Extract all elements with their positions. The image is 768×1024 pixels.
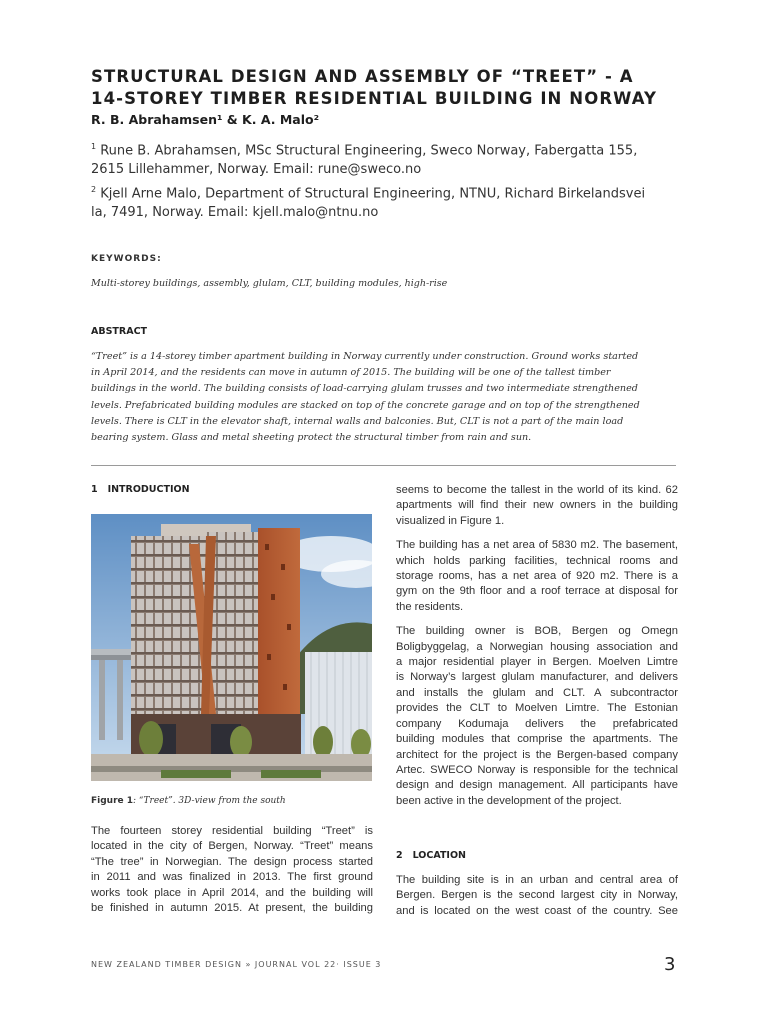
abstract-heading: ABSTRACT	[91, 326, 148, 337]
affiliation-2-line-2: la, 7491, Norway. Email: kjell.malo@ntnu.no	[91, 205, 379, 221]
text-line: “The tree” in Norwegian. The design process started	[91, 855, 373, 868]
abstract-line: “Treet” is a 14-storey timber apartment building in Norway currently under construction. Ground works started	[91, 351, 639, 362]
text-line: works took place in April 2014, and the building will	[91, 886, 373, 899]
abstract-line: levels. Prefabricated building modules are stacked on top of the concrete garage and on top of the strengthened	[91, 399, 640, 411]
text-line: visualized in Figure 1.	[396, 514, 505, 527]
text-line: which holds parking facilities, technical rooms and	[396, 554, 678, 567]
section-number: 1	[91, 484, 98, 495]
text-line: The fourteen storey residential building “Treet” is	[91, 825, 373, 837]
section-heading-introduction	[91, 484, 190, 495]
figure-building-render	[91, 514, 372, 781]
page-number: 3	[664, 954, 676, 975]
text-line: Bergen. Bergen is the second largest city in Norway,	[396, 889, 678, 902]
section-heading-location	[396, 850, 466, 861]
text-line: and is located on the west coast of the country. See	[396, 904, 678, 917]
text-line: architect for the project is the Bergen-based company	[396, 748, 678, 761]
text-line: The building has a net area of 5830 m2. The basement,	[396, 539, 678, 552]
location-text	[396, 873, 678, 928]
keywords-text: Multi-storey buildings, assembly, glulam, CLT, building modules, high-rise	[91, 278, 448, 289]
abstract-line: levels. There is CLT in the elevator shaft, internal walls and balconies. But, CLT is not a part of the main load	[91, 415, 624, 427]
title-line-1: STRUCTURAL DESIGN AND ASSEMBLY OF “TREET” - A	[91, 67, 634, 86]
text-line: building modules that comprise the apartments. The	[396, 733, 678, 746]
text-line: is Norway’s largest glulam manufacturer, and delivers	[396, 671, 678, 684]
text-line: a major residential player in Bergen. Moelven Limtre	[396, 656, 678, 669]
text-line: seems to become the tallest in the world of its kind. 62	[396, 484, 678, 496]
text-line: been active in the development of the project.	[396, 794, 622, 807]
abstract-text	[91, 349, 676, 446]
text-line: located in the city of Bergen, Norway. “Treet” means	[91, 840, 373, 853]
paragraph	[396, 483, 678, 529]
paragraph	[91, 824, 373, 916]
text-line: Artec. SWECO Norway is responsible for the technical	[396, 763, 678, 776]
affiliation-2-line-1: Kjell Arne Malo, Department of Structural Engineering, NTNU, Richard Birkelandsvei	[100, 186, 646, 202]
paper-title	[91, 66, 691, 110]
text-line: the residents.	[396, 600, 464, 613]
abstract-line: in April 2014, and the residents can move in autumn of 2015. The building will be one of the tallest timber	[91, 367, 611, 379]
affiliation-2	[91, 180, 681, 222]
left-column-text	[91, 824, 373, 925]
text-line: apartments will find their new owners in the building	[396, 499, 678, 512]
figure-caption	[91, 796, 286, 806]
abstract-line: buildings in the world. The building consists of load-carrying glulam trusses and two intermediate strengthened	[91, 383, 638, 395]
paragraph	[396, 873, 678, 919]
text-line: The building site is in an urban and central area of	[396, 874, 678, 886]
text-line: design and design management. All participants have	[396, 779, 678, 792]
affiliation-1	[91, 137, 681, 179]
text-line: company Kodumaja delivers the prefabricated	[396, 717, 678, 730]
journal-footer: NEW ZEALAND TIMBER DESIGN » JOURNAL VOL 22· ISSUE 3	[91, 960, 382, 969]
title-line-2: 14-STOREY TIMBER RESIDENTIAL BUILDING IN NORWAY	[91, 89, 658, 108]
affiliation-1-line-1: Rune B. Abrahamsen, MSc Structural Engineering, Sweco Norway, Fabergatta 155,	[100, 143, 638, 159]
building-illustration	[91, 514, 372, 781]
authors: R. B. Abrahamsen¹ & K. A. Malo²	[91, 112, 320, 127]
section-title: INTRODUCTION	[107, 484, 190, 495]
figure-caption-text: : “Treet”. 3D-view from the south	[133, 796, 286, 806]
text-line: gym on the 9th floor and a roof terrace at disposal for	[396, 585, 678, 598]
section-number: 2	[396, 850, 403, 861]
text-line: The building owner is BOB, Bergen og Omegn	[396, 625, 678, 638]
text-line: and installs the glulam and CLT. A subcontractor	[396, 686, 678, 699]
right-column-text	[396, 483, 678, 818]
text-line: provides the CLT to Moelven Limtre. The Estonian	[396, 702, 678, 715]
paragraph	[396, 538, 678, 615]
section-title: LOCATION	[412, 850, 466, 861]
text-line: be finished in autumn 2015. At present, the building	[91, 902, 373, 915]
paragraph	[396, 624, 678, 809]
text-line: Boligbyggelag, a Norwegian housing association and	[396, 640, 678, 653]
abstract-line: bearing system. Glass and metal sheeting protect the structural timber from rain and sun.	[91, 432, 532, 444]
section-divider	[91, 465, 676, 466]
affiliation-mark-2: 2	[91, 185, 97, 194]
affiliation-mark-1: 1	[91, 142, 97, 151]
text-line: storage rooms, has a net area of 920 m2. There is a	[396, 570, 678, 583]
figure-label: Figure 1	[91, 796, 134, 806]
text-line: in 2011 and was finalized in 2013. The first ground	[91, 871, 373, 884]
keywords-heading: KEYWORDS:	[91, 254, 162, 264]
affiliation-1-line-2: 2615 Lillehammer, Norway. Email: rune@sweco.no	[91, 162, 422, 178]
